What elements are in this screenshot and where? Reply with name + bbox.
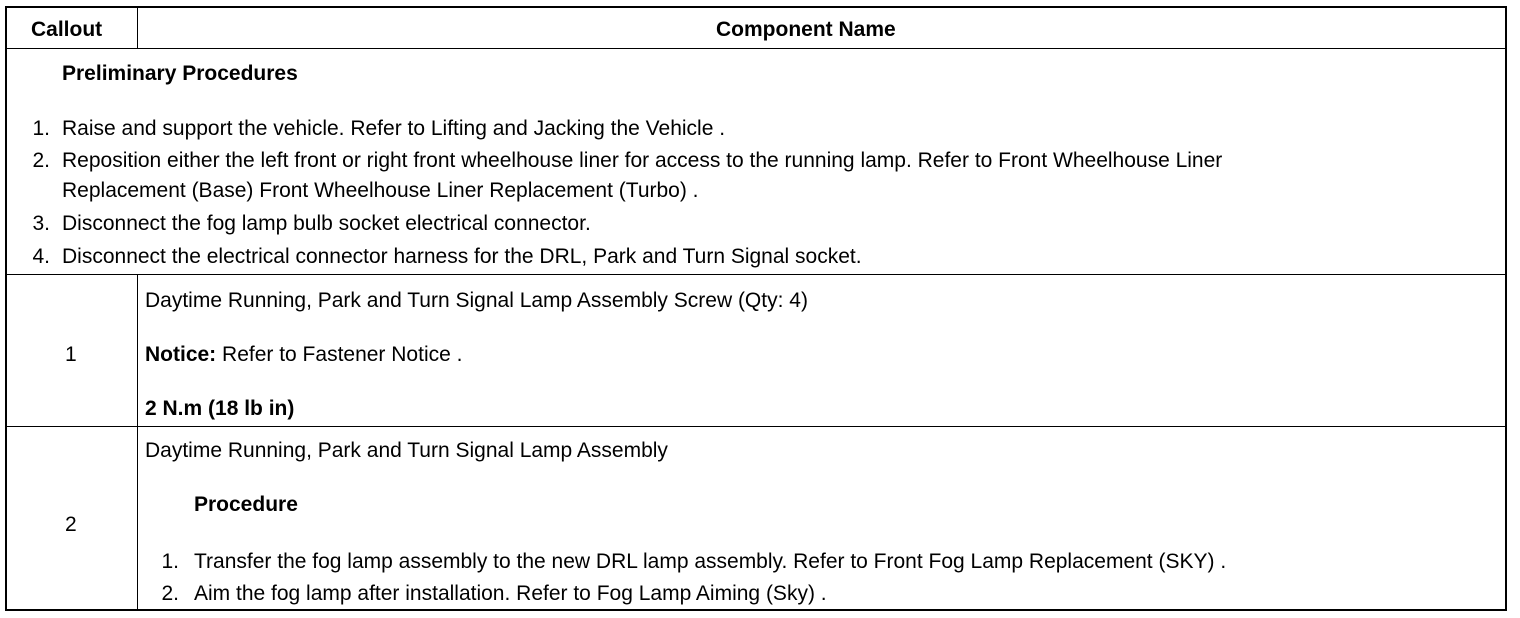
prelim-step-2-text: Reposition either the left front or right front wheelhouse liner for access to the running lamp. Refer to Front Wheelhouse Liner <box>62 149 1223 172</box>
prelim-step-1-number: 1. <box>32 117 50 140</box>
prelim-step-2-number: 2. <box>32 149 50 172</box>
row-1-callout: 1 <box>65 343 77 366</box>
row-2-component-name: Daytime Running, Park and Turn Signal Lamp Assembly <box>145 439 668 462</box>
callout-header: Callout <box>31 18 103 41</box>
row-divider-2 <box>7 426 1505 427</box>
component-table <box>5 6 1507 611</box>
procedure-title: Procedure <box>194 493 298 516</box>
row-divider-1 <box>7 274 1505 275</box>
component-name-header: Component Name <box>716 18 896 41</box>
proc-step-2-text: Aim the fog lamp after installation. Refer to Fog Lamp Aiming (Sky) . <box>194 582 827 605</box>
prelim-step-4-number: 4. <box>32 245 50 268</box>
header-divider <box>7 48 1505 49</box>
proc-step-1-text: Transfer the fog lamp assembly to the new DRL lamp assembly. Refer to Front Fog Lamp Replacement (SKY) . <box>194 550 1227 573</box>
prelim-step-3-number: 3. <box>32 212 50 235</box>
prelim-step-1-text: Raise and support the vehicle. Refer to Lifting and Jacking the Vehicle . <box>62 117 726 140</box>
proc-step-2-number: 2. <box>161 582 179 605</box>
prelim-step-4-text: Disconnect the electrical connector harness for the DRL, Park and Turn Signal socket. <box>62 245 862 268</box>
preliminary-title: Preliminary Procedures <box>62 62 298 85</box>
prelim-step-2-text-cont: Replacement (Base) Front Wheelhouse Liner Replacement (Turbo) . <box>62 179 699 202</box>
row-2-callout: 2 <box>65 513 77 536</box>
notice-label: Notice: <box>145 343 217 366</box>
row-1-component-name: Daytime Running, Park and Turn Signal Lamp Assembly Screw (Qty: 4) <box>145 289 808 312</box>
header-column-divider <box>137 8 138 48</box>
proc-step-1-number: 1. <box>161 550 179 573</box>
body-column-divider <box>137 274 138 609</box>
row-1-torque: 2 N.m (18 lb in) <box>145 397 295 420</box>
notice-text: Refer to Fastener Notice . <box>216 343 463 366</box>
row-1-notice <box>145 344 462 365</box>
prelim-step-3-text: Disconnect the fog lamp bulb socket electrical connector. <box>62 212 591 235</box>
